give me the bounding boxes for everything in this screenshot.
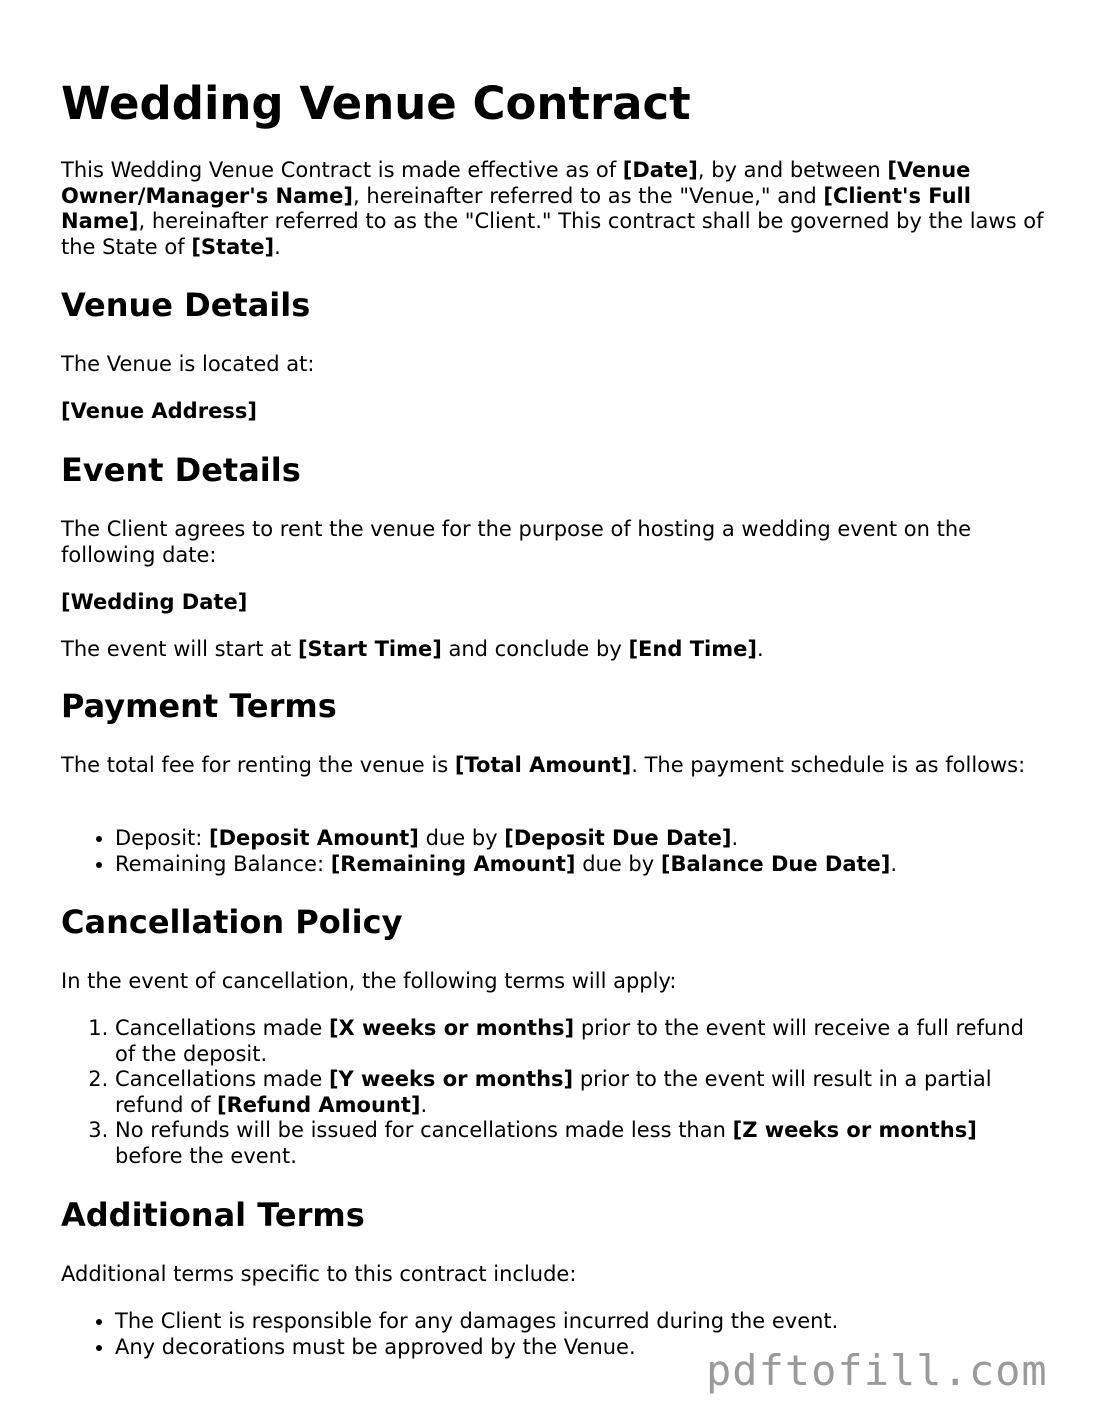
client-name-placeholder: [Client's Full Name] bbox=[61, 183, 971, 233]
cancel-text: prior to the event will receive a full refund of the deposit. bbox=[115, 1016, 1024, 1066]
period-text: . bbox=[890, 851, 898, 876]
intro-paragraph bbox=[61, 158, 1046, 260]
event-time-paragraph bbox=[61, 637, 1046, 663]
venue-address-value: [Venue Address] bbox=[61, 399, 257, 423]
period-text: . bbox=[731, 826, 739, 850]
page-title: Wedding Venue Contract bbox=[61, 77, 691, 130]
payment-text: . The payment schedule is as follows: bbox=[631, 753, 1026, 777]
cancel-text: Cancellations made bbox=[115, 1016, 329, 1040]
time-text: . bbox=[756, 637, 764, 661]
due-by-text: due by bbox=[575, 851, 661, 876]
state-placeholder: [State] bbox=[191, 234, 275, 259]
refund-amount-placeholder: [Refund Amount] bbox=[217, 1092, 421, 1117]
payment-terms-heading: Payment Terms bbox=[61, 687, 337, 725]
intro-text: , hereinafter referred to as the "Client." This contract shall be governed by the laws of the State of bbox=[61, 209, 1044, 259]
list-item: • The Client is responsible for any damages incurred during the event. bbox=[115, 1309, 1046, 1335]
time-text: and conclude by bbox=[441, 637, 629, 661]
wedding-date-placeholder bbox=[61, 590, 1046, 616]
event-details-heading: Event Details bbox=[61, 451, 301, 489]
venue-address-placeholder bbox=[61, 399, 1046, 425]
list-item bbox=[115, 1067, 1046, 1118]
payment-schedule-list bbox=[61, 826, 1046, 877]
z-period-placeholder: [Z weeks or months] bbox=[732, 1118, 977, 1142]
remaining-amount-placeholder: [Remaining Amount] bbox=[330, 851, 576, 876]
venue-details-heading: Venue Details bbox=[61, 286, 311, 324]
x-period-placeholder: [X weeks or months] bbox=[328, 1016, 575, 1040]
watermark-text: pdftofill.com bbox=[706, 1346, 1048, 1395]
cancellation-list bbox=[61, 1016, 1046, 1169]
cancel-text: No refunds will be issued for cancellations made less than bbox=[115, 1118, 733, 1142]
additional-terms-text: Additional terms specific to this contract include: bbox=[61, 1262, 577, 1286]
list-item bbox=[115, 1016, 1046, 1067]
list-item: • Any decorations must be approved by the Venue. bbox=[115, 1335, 1046, 1361]
balance-label: Remaining Balance: bbox=[115, 851, 331, 876]
list-item bbox=[115, 1118, 1046, 1169]
wedding-date-value: [Wedding Date] bbox=[61, 590, 248, 614]
list-item bbox=[115, 852, 1046, 878]
end-time-placeholder: [End Time] bbox=[628, 637, 757, 661]
payment-text: The total fee for renting the venue is bbox=[61, 753, 455, 777]
intro-text: This Wedding Venue Contract is made effective as of bbox=[61, 158, 623, 182]
list-item bbox=[115, 826, 1046, 852]
start-time-placeholder: [Start Time] bbox=[297, 637, 442, 661]
due-by-text: due by bbox=[418, 826, 505, 850]
balance-due-date-placeholder: [Balance Due Date] bbox=[660, 851, 891, 876]
deposit-due-date-placeholder: [Deposit Due Date] bbox=[504, 826, 732, 850]
intro-text: . bbox=[274, 234, 281, 259]
venue-details-text: The Venue is located at: bbox=[61, 352, 315, 376]
deposit-amount-placeholder: [Deposit Amount] bbox=[209, 826, 419, 850]
intro-text: , by and between bbox=[697, 158, 888, 182]
total-amount-placeholder: [Total Amount] bbox=[454, 753, 632, 777]
event-details-text: The Client agrees to rent the venue for the purpose of hosting a wedding event on the following date: bbox=[61, 517, 972, 567]
intro-text: , hereinafter referred to as the "Venue," and bbox=[353, 183, 824, 208]
cancel-text: before the event. bbox=[115, 1143, 297, 1168]
date-placeholder: [Date] bbox=[622, 158, 698, 182]
cancel-text: . bbox=[420, 1092, 428, 1117]
additional-terms-heading: Additional Terms bbox=[61, 1196, 365, 1234]
y-period-placeholder: [Y weeks or months] bbox=[328, 1067, 574, 1091]
deposit-label: Deposit: bbox=[115, 826, 210, 850]
payment-terms-paragraph bbox=[61, 753, 1046, 779]
cancel-text: Cancellations made bbox=[115, 1067, 329, 1091]
venue-owner-placeholder: [Venue Owner/Manager's Name] bbox=[61, 158, 971, 208]
cancellation-policy-heading: Cancellation Policy bbox=[61, 903, 403, 941]
time-text: The event will start at bbox=[61, 637, 298, 661]
cancel-text: prior to the event will result in a partial refund of bbox=[115, 1067, 992, 1117]
cancellation-text: In the event of cancellation, the following terms will apply: bbox=[61, 969, 677, 993]
